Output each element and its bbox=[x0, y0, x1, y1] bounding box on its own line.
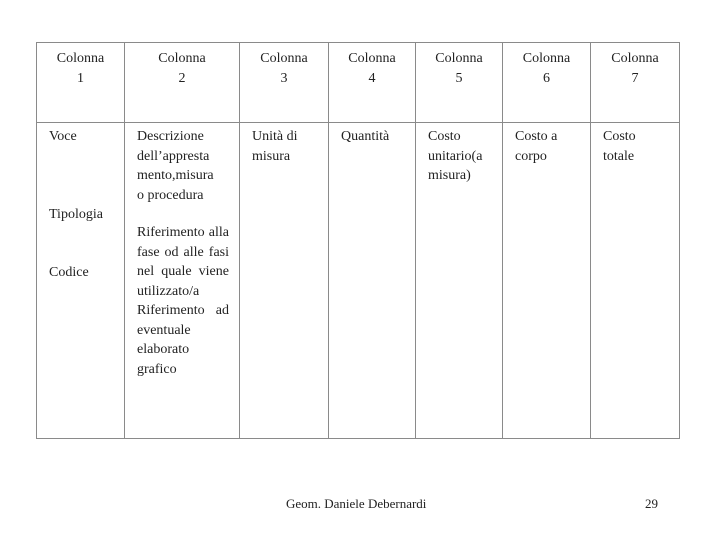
footer-author: Geom. Daniele Debernardi bbox=[286, 496, 427, 511]
label-codice: Codice bbox=[49, 265, 89, 280]
cell-col1 bbox=[37, 123, 125, 439]
cost-table bbox=[36, 42, 680, 439]
table-body-row bbox=[37, 123, 680, 439]
header-colonna-6: Colonna 6 bbox=[503, 43, 591, 123]
header-colonna-2: Colonna 2 bbox=[125, 43, 240, 123]
label-voce: Voce bbox=[49, 129, 77, 144]
cell-col6 bbox=[503, 123, 591, 439]
text-costo-corpo: Costo a corpo bbox=[515, 129, 558, 164]
label-tipologia: Tipologia bbox=[49, 206, 103, 222]
header-colonna-7: Colonna 7 bbox=[591, 43, 680, 123]
text-quantita: Quantità bbox=[341, 129, 390, 144]
cell-col3 bbox=[240, 123, 329, 439]
text-costo-totale: Costo totale bbox=[603, 129, 636, 164]
text-costo-unitario: Costo unitario(a misura) bbox=[428, 129, 483, 183]
header-colonna-3: Colonna 3 bbox=[240, 43, 329, 123]
cell-col2 bbox=[125, 123, 240, 439]
header-colonna-1: Colonna 1 bbox=[37, 43, 125, 123]
cell-col7 bbox=[591, 123, 680, 439]
page-number: 29 bbox=[645, 496, 658, 511]
cell-col4 bbox=[329, 123, 416, 439]
text-descrizione: Descrizione dell’appresta mento,misura o procedura bbox=[137, 129, 214, 203]
header-colonna-5: Colonna 5 bbox=[416, 43, 503, 123]
table-header-row bbox=[37, 43, 680, 123]
header-colonna-4: Colonna 4 bbox=[329, 43, 416, 123]
text-riferimento: Riferimento alla fase od alle fasi nel quale viene utilizzato/a Riferimento ad eventuale elaborato grafico bbox=[137, 225, 229, 377]
cell-col5 bbox=[416, 123, 503, 439]
text-unita-misura: Unità di misura bbox=[252, 129, 298, 164]
